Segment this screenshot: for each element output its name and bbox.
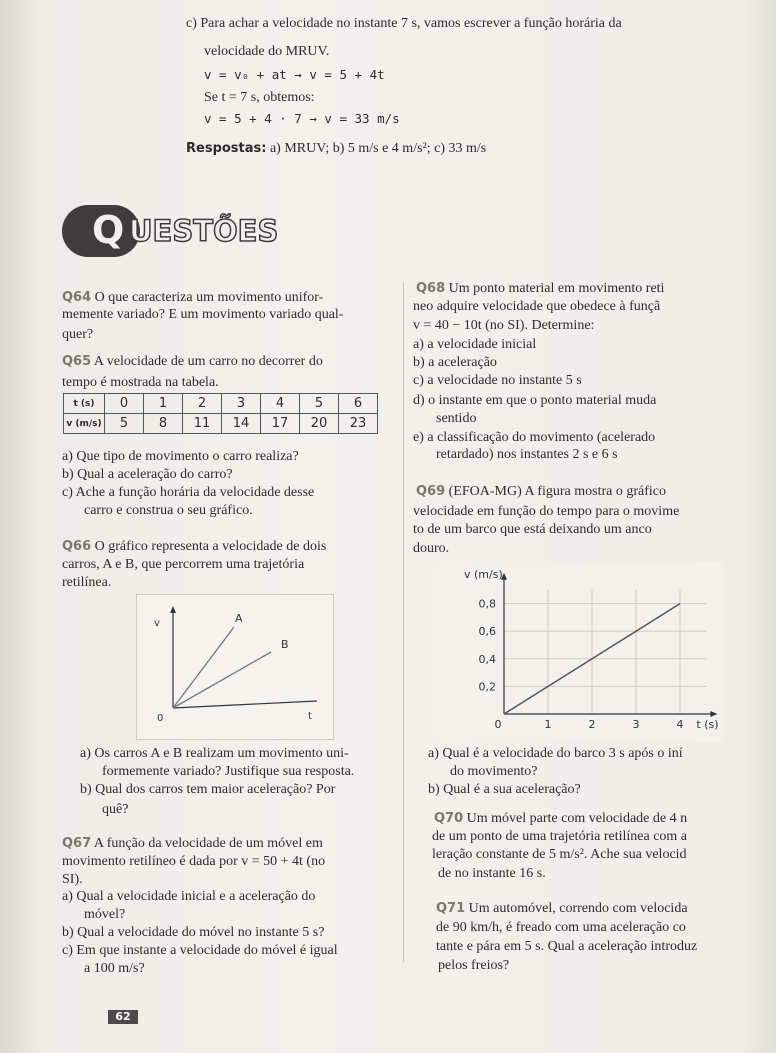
equation-1: v = v₀ + at → v = 5 + 4t bbox=[204, 67, 385, 82]
q64-line-2: memente variado? E um movimento variado qual- bbox=[62, 307, 344, 322]
table-cell: 6 bbox=[339, 394, 378, 414]
q67-number: Q67 bbox=[62, 836, 92, 851]
q69-line-1 bbox=[416, 484, 666, 500]
q70-line-3: leração constante de 5 m/s². Ache sua velocid bbox=[432, 847, 687, 862]
table-cell: 4 bbox=[261, 394, 300, 414]
set-t-line: Se t = 7 s, obtemos: bbox=[204, 90, 315, 105]
table-cell: 11 bbox=[183, 414, 222, 434]
q69-y-tick-label: 0,4 bbox=[478, 652, 496, 666]
q67-line-1 bbox=[62, 836, 323, 852]
q69-line-4: douro. bbox=[413, 541, 450, 556]
q66-line-2: carros, A e B, que percorrem uma trajetória bbox=[62, 557, 305, 572]
q66-v-arrow bbox=[170, 606, 176, 613]
q66-v-label: v bbox=[154, 618, 160, 629]
q68-item-d-cont: sentido bbox=[436, 411, 477, 426]
q69-x-tick-label: 3 bbox=[632, 718, 640, 731]
answers-text: a) MRUV; b) 5 m/s e 4 m/s²; c) 33 m/s bbox=[269, 141, 487, 156]
q68-text: Um ponto material em movimento reti bbox=[448, 281, 665, 296]
q71-number: Q71 bbox=[436, 901, 466, 916]
q66-item-b-cont: quê? bbox=[102, 802, 129, 817]
q65-item-c-cont: carro e construa o seu gráfico. bbox=[84, 503, 253, 518]
table-cell: 0 bbox=[105, 394, 144, 414]
table-cell: 20 bbox=[300, 414, 339, 434]
q65-text: A velocidade de um carro no decorrer do bbox=[93, 354, 323, 369]
q71-line-1 bbox=[436, 901, 688, 917]
table-cell: 23 bbox=[339, 414, 378, 434]
q66-line-a bbox=[173, 627, 234, 708]
q68-item-e-cont: retardado) nos instantes 2 s e 6 s bbox=[436, 447, 618, 462]
q70-number: Q70 bbox=[434, 811, 464, 826]
table-row bbox=[64, 394, 378, 414]
q69-line-3: to de um barco que está deixando um anco bbox=[413, 522, 652, 537]
answers-line bbox=[186, 141, 486, 157]
answers-label: Respostas: bbox=[186, 141, 267, 156]
q66-t-label: t bbox=[308, 711, 312, 722]
q66-text: O gráfico representa a velocidade de dois bbox=[94, 539, 327, 554]
q66-graph-box bbox=[136, 594, 334, 740]
table-header-v: v (m/s) bbox=[64, 414, 105, 434]
q65-number: Q65 bbox=[62, 354, 92, 369]
q69-item-a: a) Qual é a velocidade do barco 3 s após o iní bbox=[428, 746, 683, 761]
q66-item-b: b) Qual dos carros tem maior aceleração? Por bbox=[80, 782, 336, 797]
q71-line-2: de 90 km/h, é freado com uma aceleração co bbox=[436, 920, 686, 935]
table-header-t: t (s) bbox=[64, 394, 105, 414]
table-cell: 14 bbox=[222, 414, 261, 434]
q70-text: Um móvel parte com velocidade de 4 n bbox=[466, 811, 688, 826]
c-intro-line: c) Para achar a velocidade no instante 7 s, vamos escrever a função horária da bbox=[186, 16, 622, 31]
q68-number: Q68 bbox=[416, 281, 446, 296]
table-cell: 5 bbox=[300, 394, 339, 414]
q69-item-a-cont: do movimento? bbox=[450, 764, 538, 779]
q64-number: Q64 bbox=[62, 290, 92, 305]
q69-x-axis-label: t (s) bbox=[696, 718, 719, 731]
q69-chart bbox=[434, 562, 724, 742]
q67-item-c-cont: a 100 m/s? bbox=[84, 961, 145, 976]
q69-x-tick-label: 1 bbox=[544, 718, 552, 731]
q66-t-axis bbox=[173, 701, 317, 708]
q69-item-b: b) Qual é a sua aceleração? bbox=[428, 782, 581, 797]
table-cell: 2 bbox=[183, 394, 222, 414]
q65-item-c: c) Ache a função horária da velocidade desse bbox=[62, 485, 315, 500]
q66-label-a: A bbox=[235, 612, 243, 625]
q68-item-d: d) o instante em que o ponto material muda bbox=[413, 393, 657, 408]
q68-line-2: neo adquire velocidade que obedece à funçã bbox=[413, 299, 661, 314]
q68-item-e: e) a classificação do movimento (acelerado bbox=[413, 430, 656, 445]
q69-y-tick-label: 0,2 bbox=[478, 680, 496, 694]
q68-line-1 bbox=[416, 281, 664, 297]
q69-text: (EFOA-MG) A figura mostra o gráfico bbox=[448, 484, 666, 499]
q67-item-c: c) Em que instante a velocidade do móvel é igual bbox=[62, 943, 338, 958]
table-cell: 17 bbox=[261, 414, 300, 434]
q70-line-2: de um ponto de uma trajetória retilínea com a bbox=[432, 829, 688, 844]
column-divider bbox=[403, 282, 404, 962]
q66-line-b bbox=[173, 652, 271, 708]
equation-2: v = 5 + 4 · 7 → v = 33 m/s bbox=[204, 111, 400, 126]
q67-item-a: a) Qual a velocidade inicial e a aceleração do bbox=[62, 889, 316, 904]
q70-line-1 bbox=[434, 811, 687, 827]
q66-number: Q66 bbox=[62, 539, 92, 554]
q64-line-3: quer? bbox=[62, 327, 94, 342]
q66-line-1 bbox=[62, 539, 326, 555]
q69-x-tick-label: 4 bbox=[676, 718, 684, 731]
q70-line-4: de no instante 16 s. bbox=[438, 866, 546, 881]
q65-item-b: b) Qual a aceleração do carro? bbox=[62, 467, 233, 482]
q66-label-b: B bbox=[281, 638, 289, 651]
q66-item-a: a) Os carros A e B realizam um movimento uni- bbox=[80, 746, 349, 761]
table-cell: 3 bbox=[222, 394, 261, 414]
q69-number: Q69 bbox=[416, 484, 446, 499]
q66-item-a-cont: formemente variado? Justifique sua resposta. bbox=[102, 764, 355, 779]
q68-item-b: b) a aceleração bbox=[413, 355, 497, 370]
q69-y-tick-label: 0,6 bbox=[478, 625, 496, 639]
q65-line-2: tempo é mostrada na tabela. bbox=[62, 375, 219, 390]
q69-x-tick-label: 2 bbox=[588, 718, 596, 731]
table-cell: 5 bbox=[105, 414, 144, 434]
q71-line-4: pelos freios? bbox=[438, 958, 510, 973]
q67-line-3: SI). bbox=[62, 872, 83, 887]
table-cell: 1 bbox=[144, 394, 183, 414]
q68-line-3: v = 40 − 10t (no SI). Determine: bbox=[413, 318, 595, 333]
q67-item-b: b) Qual a velocidade do móvel no instante 5 s? bbox=[62, 925, 325, 940]
velocity-table bbox=[63, 393, 378, 434]
q65-line-1 bbox=[62, 354, 323, 370]
questoes-badge-letter: Q bbox=[92, 208, 125, 252]
q68-item-c: c) a velocidade no instante 5 s bbox=[413, 373, 582, 388]
table-cell: 8 bbox=[144, 414, 183, 434]
q71-text: Um automóvel, correndo com velocida bbox=[468, 901, 688, 916]
q64-text: O que caracteriza um movimento unifor- bbox=[94, 290, 324, 305]
q68-item-a: a) a velocidade inicial bbox=[413, 337, 537, 352]
q64-line-1 bbox=[62, 290, 323, 306]
c-intro-line-2: velocidade do MRUV. bbox=[204, 44, 330, 59]
q65-item-a: a) Que tipo de movimento o carro realiza? bbox=[62, 449, 299, 464]
q71-line-3: tante e pára em 5 s. Qual a aceleração introduz bbox=[436, 939, 698, 954]
q67-line-2: movimento retilíneo é dada por v = 50 + 4t (no bbox=[62, 854, 326, 869]
q69-x-tick-label: 0 bbox=[494, 718, 502, 731]
questoes-title: UESTÕES bbox=[129, 214, 279, 248]
q69-line-2: velocidade em função do tempo para o movime bbox=[413, 504, 680, 519]
q67-text: A função da velocidade de um móvel em bbox=[93, 836, 323, 851]
q69-y-tick-label: 0,8 bbox=[478, 597, 496, 611]
q69-y-axis-label: v (m/s) bbox=[464, 567, 503, 581]
q66-graph bbox=[137, 595, 333, 739]
page-number: 62 bbox=[108, 1010, 138, 1024]
table-row bbox=[64, 414, 378, 434]
q67-item-a-cont: móvel? bbox=[84, 907, 126, 922]
q66-line-3: retilínea. bbox=[62, 575, 112, 590]
q66-origin: 0 bbox=[157, 713, 164, 724]
